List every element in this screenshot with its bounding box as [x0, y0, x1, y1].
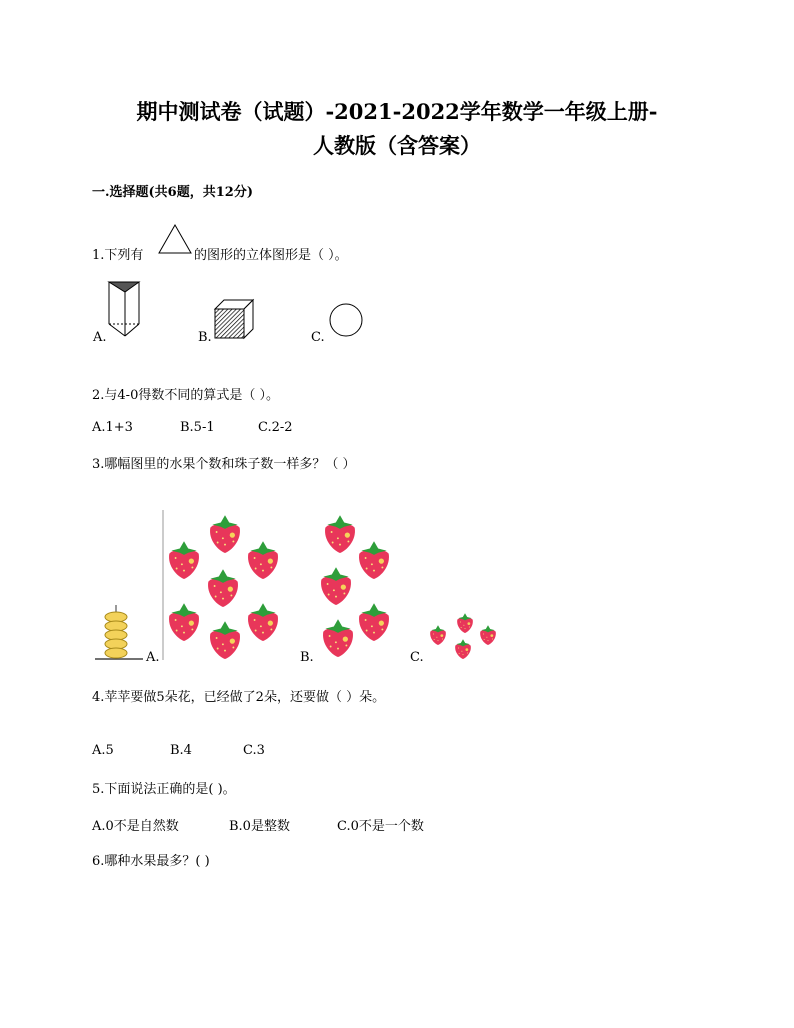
strawberry-icon — [321, 567, 351, 605]
question-4-text: 4.苹苹要做5朵花，已经做了2朵，还要做（ ）朵。 — [92, 690, 386, 705]
question-5-option-c[interactable]: C.0不是一个数 — [337, 819, 424, 834]
question-2-option-c[interactable]: C.2-2 — [258, 420, 293, 435]
strawberry-icon — [325, 515, 355, 553]
strawberry-icon — [323, 619, 353, 657]
strawberry-icon — [169, 603, 199, 641]
strawberry-icon — [210, 621, 240, 659]
strawberry-icon — [248, 541, 278, 579]
triangle-icon — [157, 223, 193, 255]
question-3-option-b[interactable]: B. — [300, 650, 314, 665]
bead-abacus-image — [95, 603, 145, 661]
question-2-option-a[interactable]: A.1+3 — [92, 420, 133, 435]
question-2-text: 2.与4-0得数不同的算式是（ ）。 — [92, 388, 279, 403]
cube-icon — [213, 298, 255, 340]
question-2-option-b[interactable]: B.5-1 — [180, 420, 215, 435]
triangular-prism-icon — [107, 280, 141, 342]
question-4-option-c[interactable]: C.3 — [243, 743, 265, 758]
question-5-option-b[interactable]: B.0是整数 — [229, 819, 290, 834]
question-5-option-a[interactable]: A.0不是自然数 — [92, 819, 179, 834]
strawberry-icon — [248, 603, 278, 641]
strawberry-group-b — [314, 508, 394, 662]
question-1-option-c[interactable]: C. — [311, 330, 325, 345]
section-heading: 一.选择题(共6题，共12分) — [92, 185, 253, 200]
question-3-option-c[interactable]: C. — [410, 650, 424, 665]
strawberry-icon — [210, 515, 240, 553]
question-1-option-b[interactable]: B. — [198, 330, 212, 345]
strawberry-icon — [480, 625, 496, 645]
strawberry-icon — [169, 541, 199, 579]
strawberry-group-a — [161, 508, 281, 662]
page-title-line2: 人教版（含答案） — [313, 133, 481, 158]
strawberry-icon — [457, 613, 473, 633]
question-1-option-a[interactable]: A. — [93, 330, 107, 345]
question-3-text: 3.哪幅图里的水果个数和珠子数一样多？（ ） — [92, 457, 356, 472]
question-4-option-b[interactable]: B.4 — [170, 743, 192, 758]
question-1-text-after: 的图形的立体图形是（ ）。 — [194, 248, 348, 263]
question-5-text: 5.下面说法正确的是( )。 — [92, 782, 236, 797]
question-6-text: 6.哪种水果最多？( ) — [92, 854, 210, 869]
strawberry-group-c — [425, 610, 501, 662]
strawberry-icon — [359, 603, 389, 641]
strawberry-icon — [430, 625, 446, 645]
strawberry-icon — [359, 541, 389, 579]
question-3-option-a[interactable]: A. — [146, 650, 160, 665]
strawberry-icon — [208, 569, 238, 607]
sphere-icon — [328, 302, 364, 338]
question-1-text-before: 1.下列有 — [92, 248, 144, 263]
page-title-line1: 期中测试卷（试题）-2021-2022学年数学一年级上册- — [136, 99, 658, 124]
strawberry-icon — [455, 639, 471, 659]
question-4-option-a[interactable]: A.5 — [92, 743, 114, 758]
